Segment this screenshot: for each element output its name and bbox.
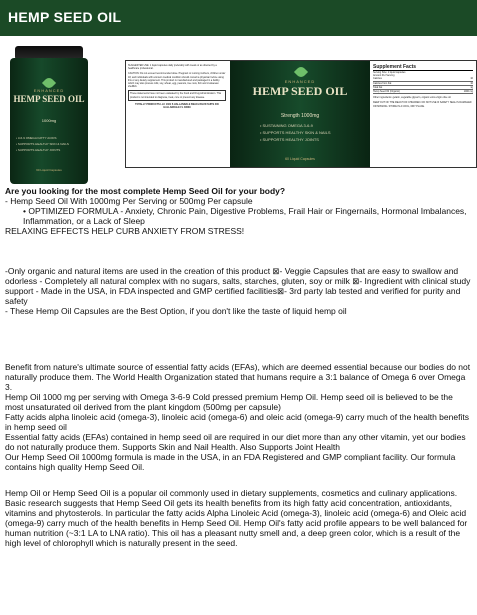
benefits-section: [5, 362, 472, 472]
other-ingredients: Other ingredients: gelatin, vegetable glycerin, organic extra virgin olive oil.: [373, 96, 452, 100]
servings-header: Amount Per Serving: [373, 74, 395, 78]
label-strength: Strength 1000mg: [280, 113, 320, 119]
facts-row-name: Calories from Fat: [373, 81, 392, 85]
bottle-feature: • SUPPORTS HEALTHY JOINTS: [16, 148, 61, 152]
benefits-paragraph: Benefit from nature's ultimate source of essential fatty acids (EFAs), which are deemed essential because our bodies do not naturally produce them. The World Health Organization stated that humans require a 3:1 balance of Omega 6 over Omega 3.: [5, 362, 471, 392]
suggested-use: SUGGESTED USE: 1 liquid capsules daily preferably with meals or as directed by a healthcare professional.: [128, 64, 217, 71]
intro-question: Are you looking for the most complete Hemp Seed Oil for your body?: [5, 186, 286, 196]
description-paragraph: Hemp Oil or Hemp Seed Oil is a popular oil commonly used in dietary supplements, cosmetics and culinary applications. Basic research suggests that Hemp Seed Oil gets its health benefits from its high fatty acid concentration, antioxidants, vitamins and phytosterols. In particular the fatty acids Alpha Linoleic Acid (omega-3), linoleic acid (omega-6) and Oleic acid (omega-9) carry much of the health benefits in Hemp Seed Oil. Hemp Oil's fatty acid profile appears to be well balanced for human nutrition (~3:1 LA to LNA ratio). This oil has a pleasant nutty smell and, a deep green color, which is a result of the high level of chlorophyll which is naturally present in the seed.: [5, 488, 468, 548]
features-section: [5, 266, 472, 316]
bottle-feature: • 3-6-9 OMEGA FATTY ACIDS: [16, 136, 57, 140]
label-title: HEMP SEED OIL: [252, 84, 348, 98]
bottle-count: 60 Liquid Capsules: [36, 168, 62, 172]
facts-row-name: Hemp Seed Oil (Organic): [373, 90, 400, 94]
label-center-panel: [230, 61, 370, 167]
intro-section: [5, 186, 472, 236]
bottle-body: [10, 58, 88, 184]
intro-line: - Hemp Seed Oil With 1000mg Per Serving or 500mg Per capsule: [5, 196, 253, 206]
distributor: TOTALLY PRODUCTS LLC 1031 S HALLANDALE BEACH BLVD SUITE 400 HALLANDALE FL 33009: [135, 102, 219, 110]
label-left-panel: [128, 64, 226, 164]
features-paragraph: -Only organic and natural items are used in the creation of this product ⊠- Veggie Capsules that are easy to swallow and odorless - Completely all natural complex with no sugars, salts, starches, gluten, soy or milk ⊠- Ingredient with clinical study support - Made in the USA, in FDA inspected and GMP certified facilities⊠- 3rd party lab tested and verified for purity and safety: [5, 266, 471, 306]
fda-text: These statements have not been evaluated by the Food and Drug Administration. This product is not intended to diagnose, treat, cure or prevent any disease.: [130, 92, 222, 99]
facts-row-name: Calories: [373, 77, 382, 81]
page-title: HEMP SEED OIL: [8, 9, 122, 25]
serving-size: Serving Size: 1 liquid capsules: [373, 71, 406, 74]
facts-row-value: 1000 mg: [463, 90, 473, 94]
facts-row: [373, 90, 473, 94]
facts-row-name: Total Fat: [373, 85, 383, 89]
description-section: [5, 488, 472, 548]
leaf-icon: [294, 65, 308, 79]
label-feature: • SUPPORTS HEALTHY SKIN & NAILS: [260, 130, 331, 135]
product-label: [125, 60, 477, 168]
bottle-brand: ENHANCED: [33, 88, 65, 93]
bottle-feature: • SUPPORTS HEALTHY SKIN & NAILS: [16, 142, 69, 146]
benefits-paragraph: Hemp Oil 1000 mg per serving with Omega 3-6-9 Cold pressed premium Hemp Oil. Hemp seed oil is believed to be the most unsaturated oil derived from the plant kingdom (500mg per capsule): [5, 392, 453, 412]
caution-text: CAUTION: Do not exceed recommended dose. Pregnant or nursing mothers, children under 18, and individuals with a known medical condition should consult a physician before using this or any dietary supplement. This product is manufactured and packaged in a facility which may also process milk, soy, wheat, egg, peanuts, tree nuts, fish and crustacean shellfish.: [128, 72, 226, 89]
label-feature: • SUSTAINING OMEGA 3-6-9: [260, 123, 313, 128]
benefits-paragraph: Our Hemp Seed Oil 1000mg formula is made in the USA, in an FDA Registered and GMP compliant facility. Our formula contains high quality Hemp Seed Oil.: [5, 452, 456, 472]
label-feature: • SUPPORTS HEALTHY JOINTS: [260, 137, 319, 142]
intro-line: • OPTIMIZED FORMULA - Anxiety, Chronic Pain, Digestive Problems, Frail Hair or Fingernails, Hormonal Imbalances, Inflammation, or a Lack of Sleep: [23, 206, 467, 226]
facts-row-value: 10: [470, 77, 473, 81]
fda-disclaimer: [128, 90, 226, 100]
keep-warning: KEEP OUT OF THE REACH OF CHILDREN. DO NOT USE IF SAFETY SEAL IS DAMAGED OR MISSING. STORE IN A COOL, DRY PLACE.: [373, 101, 472, 108]
intro-line: RELAXING EFFECTS HELP CURB ANXIETY FROM STRESS!: [5, 226, 245, 236]
benefits-paragraph: Fatty acids alpha linoleic acid (omega-3), linoleic acid (omega-6) and oleic acid (omega-9) carry much of the health benefits in hemp seed oil: [5, 412, 469, 432]
features-paragraph: - These Hemp Oil Capsules are the Best Option, if you don't like the taste of liquid hemp oil: [5, 306, 347, 316]
supplement-facts: [373, 64, 473, 164]
benefits-paragraph: Essential fatty acids (EFAs) contained in hemp seed oil are required in our diet more than any other vitamin, yet our bodies do not naturally produce them. Supports Skin and Nail Health. Also Supports Joint Health: [5, 432, 466, 452]
facts-title: Supplement Facts: [373, 64, 473, 71]
facts-row-value: 1g: [470, 85, 473, 89]
bottle-strength: 1000mg: [41, 118, 57, 123]
product-bottle: [10, 46, 88, 184]
label-count: 60 Liquid Capsules: [285, 157, 315, 161]
bottle-title: HEMP SEED OIL: [13, 94, 85, 104]
label-brand: ENHANCED: [284, 79, 316, 84]
facts-row-value: 10: [470, 81, 473, 85]
header-banner: [0, 0, 477, 36]
